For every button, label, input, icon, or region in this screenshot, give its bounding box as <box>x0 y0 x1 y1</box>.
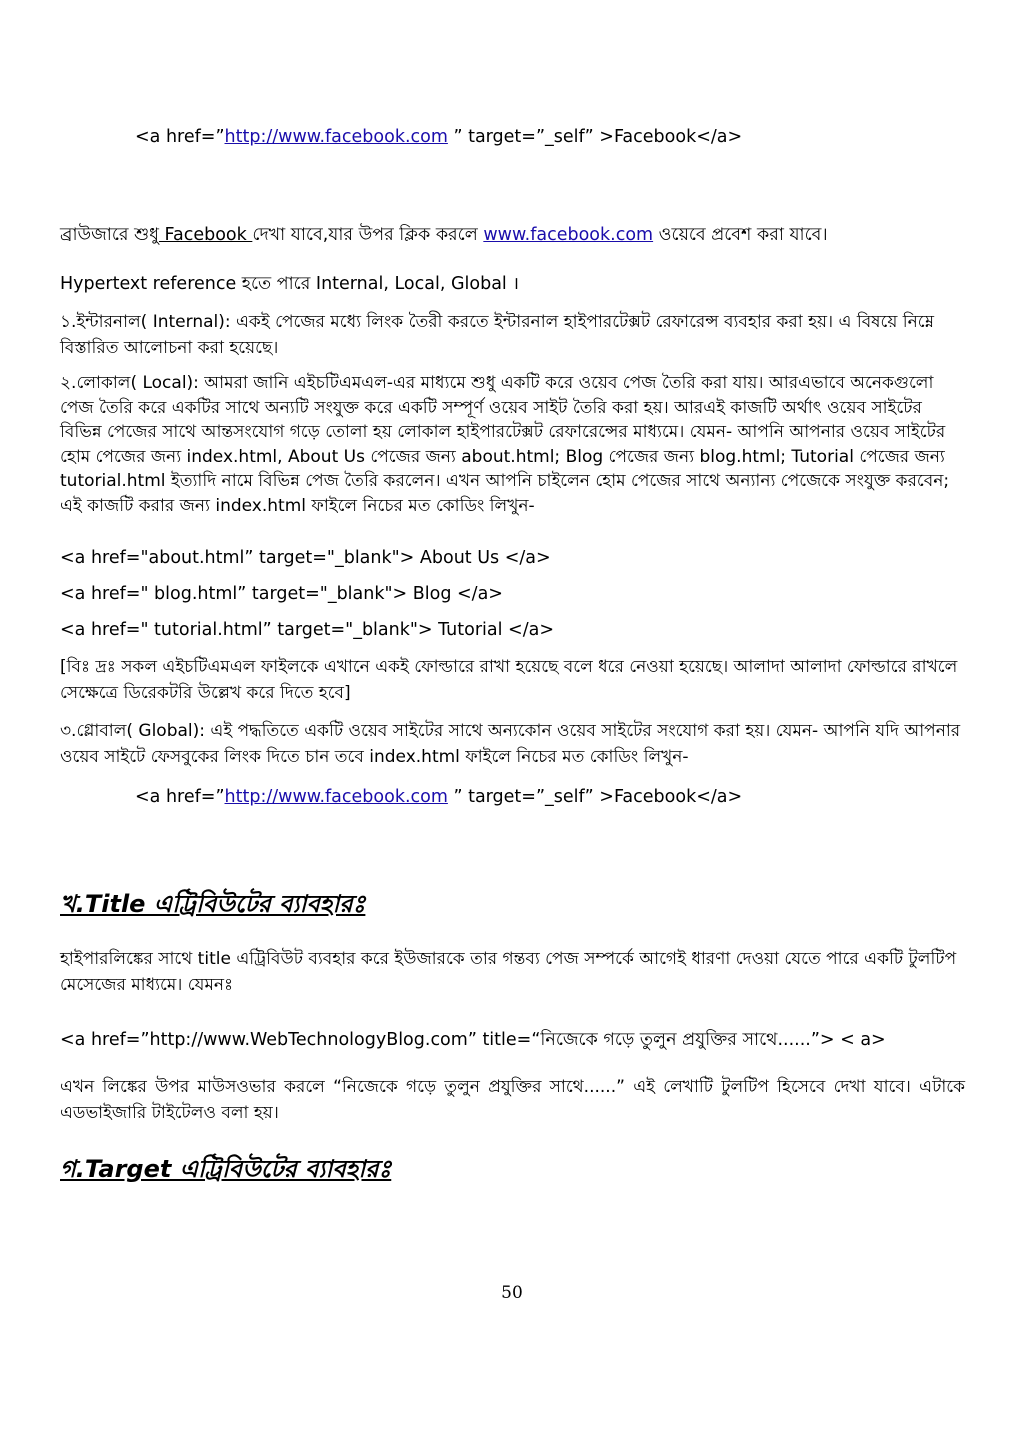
browser-line-post: ওয়েবে প্রবেশ করা যাবে। <box>653 225 828 245</box>
hypertext-reference-line: Hypertext reference হতে পারে Internal, Local, Global । <box>60 274 519 294</box>
note-paragraph: [বিঃ দ্রঃ সকল এইচটিএমএল ফাইলকে এখানে একই ফোল্ডারে রাখা হয়েছে বলে ধরে নেওয়া হয়েছে। আলাদা আলাদা ফোল্ডারে রাখলে সেক্ষেত্রে ডিরেকটরি উল্লেখ করে দিতে হবে] <box>60 657 958 703</box>
browser-line-mid: দেখা যাবে,যার উপর ক্লিক করলে <box>252 225 484 245</box>
browser-line <box>60 222 980 249</box>
code-facebook-link-bottom <box>135 784 1024 811</box>
facebook-url-link[interactable]: http://www.facebook.com <box>224 787 448 807</box>
code-prefix: <a href=” <box>135 787 225 807</box>
facebook-word: Facebook <box>158 225 253 245</box>
code-blog-line: <a href=" blog.html” target="_blank"> Blog </a> <box>60 584 503 604</box>
local-paragraph: ২.লোকাল( Local): আমরা জানি এইচটিএমএল-এর মাধ্যমে শুধু একটি করে ওয়েব পেজ তৈরি করা যায়। আরএভাবে অনেকগুলো পেজ তৈরি করে একটির সাথে অন্যটি সংযুক্ত করে একটি সম্পূর্ণ ওয়েব সাইট তৈরি করা হয়। আরএই কাজটি অর্থাৎ ওয়েব সাইটের বিভিন্ন পেজের সাথে আন্তসংযোগ গড়ে তোলা হয় লোকাল হাইপারটেক্সট রেফারেন্সের মাধ্যমে। যেমন- আপনি আপনার ওয়েব সাইটের হোম পেজের জন্য index.html, About Us পেজের জন্য about.html; Blog পেজের জন্য blog.html; Tutorial পেজের জন্য tutorial.html ইত্যাদি নামে বিভিন্ন পেজ তৈরি করলেন। এখন আপনি চাইলেন হোম পেজের সাথে অন্যান্য পেজেকে সংযুক্ত করবেন; এই কাজটি করার জন্য index.html ফাইলে নিচের মত কোডিং লিখুন- <box>60 373 950 516</box>
heading-title-attribute: খ.Title এট্রিবিউটের ব্যাবহারঃ <box>60 890 366 918</box>
code-prefix: <a href=” <box>135 127 225 147</box>
page-number: 50 <box>501 1283 523 1303</box>
title-paragraph: হাইপারলিঙ্কের সাথে title এট্রিবিউট ব্যবহার করে ইউজারকে তার গন্তব্য পেজ সম্পর্কে আগেই ধারণা দেওয়া যেতে পারে একটি টুলটিপ মেসেজের মাধ্যমে। যেমনঃ <box>60 949 957 995</box>
mouseover-paragraph: এখন লিঙ্কের উপর মাউসওভার করলে “নিজেকে গড়ে তুলুন প্রযুক্তির সাথে......” এই লেখাটি টুলটিপ হিসেবে দেখা যাবে। এটাকে এডভাইজারি টাইটেলও বলা হয়। <box>60 1077 965 1123</box>
heading-target-attribute: গ.Target এট্রিবিউটের ব্যাবহারঃ <box>60 1155 392 1183</box>
code-suffix: ” target=”_self” >Facebook</a> <box>447 787 743 807</box>
global-paragraph: ৩.গ্লোবাল( Global): এই পদ্ধতিতে একটি ওয়েব সাইটের সাথে অন্যকোন ওয়েব সাইটের সংযোগ করা হয়। যেমন- আপনি যদি আপনার ওয়েব সাইটে ফেসবুকের লিংক দিতে চান তবে index.html ফাইলে নিচের মত কোডিং লিখুন- <box>60 721 961 767</box>
code-facebook-link-top <box>135 124 1024 151</box>
internal-paragraph: ১.ইন্টারনাল( Internal): একই পেজের মধ্যে লিংক তৈরী করতে ইন্টারনাল হাইপারটেক্সট রেফারেন্স ব্যবহার করা হয়। এ বিষয়ে নিম্নে বিস্তারিত আলোচনা করা হয়েছে। <box>60 312 935 358</box>
browser-line-pre: ব্রাউজারে শুধু <box>60 225 159 245</box>
facebook-www-link[interactable]: www.facebook.com <box>483 225 654 245</box>
code-about-line: <a href="about.html” target="_blank"> About Us </a> <box>60 548 551 568</box>
code-title-line: <a href=”http://www.WebTechnologyBlog.com” title=“নিজেকে গড়ে তুলুন প্রযুক্তির সাথে......”> < a> <box>60 1030 886 1050</box>
code-suffix: ” target=”_self” >Facebook</a> <box>447 127 743 147</box>
code-tutorial-line: <a href=" tutorial.html” target="_blank"> Tutorial </a> <box>60 620 554 640</box>
facebook-url-link[interactable]: http://www.facebook.com <box>224 127 448 147</box>
